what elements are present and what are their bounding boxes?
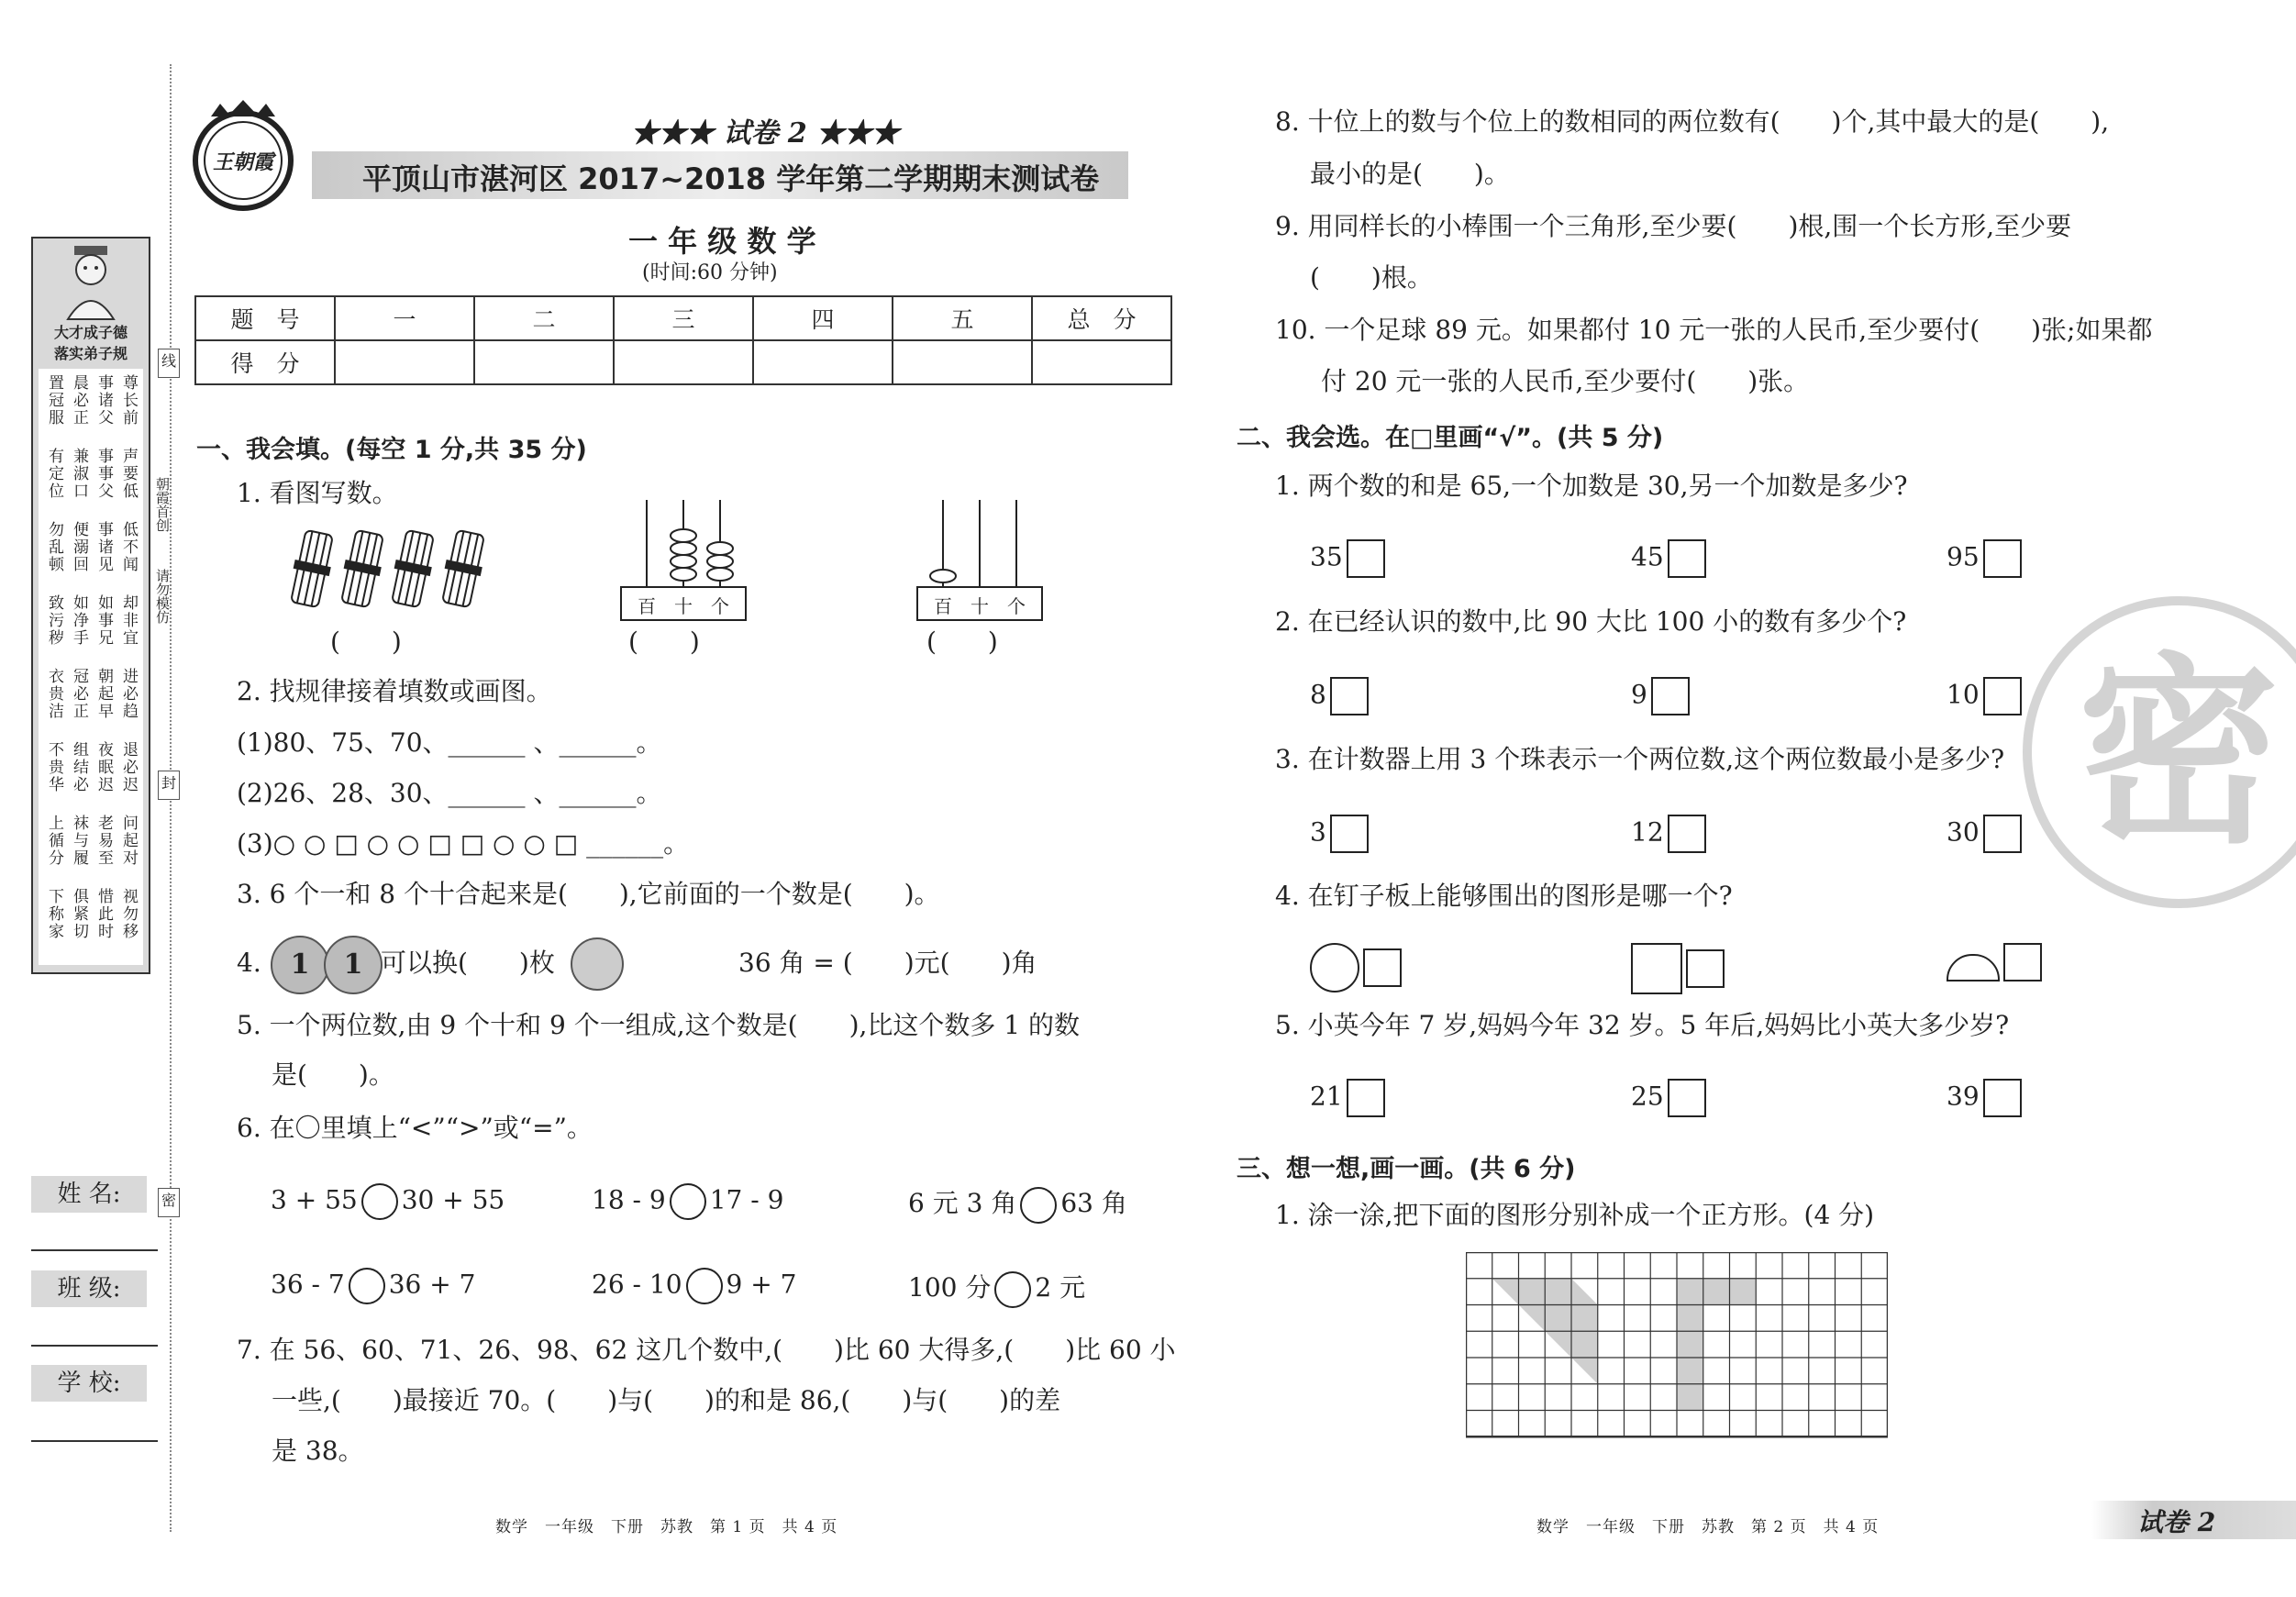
checkbox[interactable] (1330, 815, 1369, 853)
sidebar-poem-column: 进必趋 (119, 668, 138, 720)
question-9-line-1[interactable]: 9. 用同样长的小棒围一个三角形,至少要( )根,围一个长方形,至少要 (1275, 211, 2072, 241)
checkbox[interactable] (1686, 949, 1725, 988)
shaded-shape (1677, 1279, 1756, 1411)
school-field-line[interactable] (31, 1440, 158, 1442)
sidebar-poem-column: 视勿移 (119, 888, 138, 940)
sidebar-poem-column: 衣贵洁 (45, 668, 63, 720)
score-table-header-row (195, 296, 1171, 340)
drawing-question-1: 1. 涂一涂,把下面的图形分别补成一个正方形。(4 分) (1275, 1200, 1875, 1230)
checkbox[interactable] (1347, 539, 1385, 578)
sidebar-motto-box (31, 237, 150, 974)
sidebar-poem-column: 勿乱顿 (45, 521, 63, 573)
sidebar-poem-column: 兼淑口 (70, 448, 88, 500)
sidebar-poem-column: 尊长前 (119, 374, 138, 427)
sidebar-poem-column: 老易至 (94, 815, 113, 867)
choice-option-square (1631, 943, 1725, 994)
exam-time: (时间:60 分钟) (642, 261, 778, 284)
square-shape-icon (1631, 943, 1682, 994)
footer-page-2: 数学 一年级 下册 苏教 第 2 页 共 4 页 (1536, 1518, 1880, 1536)
compare-circle[interactable] (349, 1268, 385, 1304)
subject-title: 一 年 级 数 学 (628, 224, 816, 259)
question-9-line-2[interactable]: ( )根。 (1310, 262, 1433, 293)
question-7-line-2[interactable]: 一些,( )最接近 70。( )与( )的和是 86,( )与( )的差 (272, 1385, 1061, 1415)
choice-option: 25 (1631, 1079, 1706, 1117)
school-field-label: 学 校: (31, 1365, 147, 1402)
score-cell: 总 分 (1032, 296, 1171, 340)
choice-option: 45 (1631, 539, 1706, 578)
score-input-cell[interactable] (614, 340, 753, 384)
score-cell: 四 (753, 296, 893, 340)
copyright-note-2: 请勿模仿 (154, 569, 171, 624)
score-cell: 二 (474, 296, 614, 340)
compare-item: 3 + 55 30 + 55 (271, 1183, 505, 1220)
sidebar-poem-column: 致污秽 (45, 594, 63, 647)
choice-question-2: 2. 在已经认识的数中,比 90 大比 100 小的数有多少个? (1275, 606, 1907, 637)
sidebar-poem-column: 组结必 (70, 741, 88, 793)
score-cell: 得 分 (195, 340, 335, 384)
score-input-cell[interactable] (335, 340, 474, 384)
score-table-score-row (195, 340, 1171, 384)
question-7-line-1[interactable]: 7. 在 56、60、71、26、98、62 这几个数中,( )比 60 大得多,( )比 60 小 (237, 1335, 1176, 1365)
coin-icon: 1 (324, 936, 383, 994)
sidebar-poem-column: 事诸父 (94, 374, 113, 427)
compare-circle[interactable] (670, 1183, 706, 1220)
checkbox[interactable] (1651, 677, 1690, 715)
sidebar-poem (39, 369, 143, 965)
choice-option: 21 (1310, 1079, 1385, 1117)
semicircle-shape-icon (1947, 954, 2000, 981)
sidebar-poem-column: 却非宜 (119, 594, 138, 647)
choice-option: 12 (1631, 815, 1706, 853)
question-3[interactable]: 3. 6 个一和 8 个十合起来是( ),它前面的一个数是( )。 (237, 879, 940, 909)
checkbox[interactable] (1983, 1079, 2022, 1117)
seal-note-seal: 封 (158, 771, 180, 800)
coin-icon: 1 (271, 936, 329, 994)
q1-answer-1[interactable]: ( ) (330, 627, 402, 657)
checkbox[interactable] (1330, 677, 1369, 715)
question-2: 2. 找规律接着填数或画图。 (237, 676, 552, 706)
sidebar-poem-column: 退必迟 (119, 741, 138, 793)
question-6: 6. 在〇里填上“<”“>”或“=”。 (237, 1113, 593, 1143)
choice-question-3: 3. 在计数器上用 3 个珠表示一个两位数,这个两位数最小是多少? (1275, 744, 2005, 774)
checkbox[interactable] (1983, 677, 2022, 715)
question-10-line-1[interactable]: 10. 一个足球 89 元。如果都付 10 元一张的人民币,至少要付( )张;如果都 (1275, 315, 2153, 345)
watermark-seal: 密 (2023, 596, 2296, 908)
choice-question-4: 4. 在钉子板上能够围出的图形是哪一个? (1275, 881, 1733, 911)
sidebar-poem-column: 如事兄 (94, 594, 113, 647)
checkbox[interactable] (1983, 815, 2022, 853)
small-coin-icon (571, 937, 624, 991)
choice-option: 9 (1631, 677, 1690, 715)
score-input-cell[interactable] (893, 340, 1032, 384)
sidebar-motto-1: 大才成子德 (53, 324, 128, 341)
stick-bundles-image (280, 527, 495, 610)
checkbox[interactable] (2003, 943, 2042, 981)
sidebar-poem-column: 下称家 (45, 888, 63, 940)
score-cell: 三 (614, 296, 753, 340)
choice-option: 95 (1947, 539, 2022, 578)
corner-badge-text: 试卷 2 (2137, 1507, 2216, 1537)
question-10-line-2[interactable]: 付 20 元一张的人民币,至少要付( )张。 (1321, 366, 1810, 396)
sidebar-poem-column: 问起对 (119, 815, 138, 867)
checkbox[interactable] (1668, 1079, 1706, 1117)
score-table (194, 295, 1172, 385)
compare-item: 26 - 10 9 + 7 (592, 1268, 796, 1304)
question-4-conversion[interactable]: 36 角 = ( )元( )角 (738, 948, 1037, 978)
choice-option: 3 (1310, 815, 1369, 853)
name-field-label: 姓 名: (31, 1176, 147, 1213)
checkbox[interactable] (1983, 539, 2022, 578)
sidebar-poem-column: 置冠服 (45, 374, 63, 427)
question-7-line-3: 是 38。 (272, 1436, 364, 1466)
exam-title: 平顶山市湛河区 2017~2018 学年第二学期期末测试卷 (362, 161, 1100, 196)
choice-question-1: 1. 两个数的和是 65,一个加数是 30,另一个加数是多少? (1275, 471, 1908, 501)
question-5-line-2[interactable]: 是( )。 (272, 1059, 394, 1090)
sidebar-poem-column: 俱紧切 (70, 888, 88, 940)
exam-badge: ★★★ 试卷 2 ★★★ (631, 117, 900, 150)
sidebar-poem-column: 袜与履 (70, 815, 88, 867)
question-2-1[interactable]: (1)80、75、70、______ 、______。 (237, 727, 662, 758)
question-4-number: 4. (237, 948, 261, 978)
checkbox[interactable] (1363, 948, 1402, 987)
class-field-label: 班 级: (31, 1270, 147, 1307)
sidebar-poem-column: 如净手 (70, 594, 88, 647)
section1-title: 一、我会填。(每空 1 分,共 35 分) (196, 436, 587, 464)
compare-item: 36 - 7 36 + 7 (271, 1268, 475, 1304)
sidebar-poem-column: 晨必正 (70, 374, 88, 427)
circle-shape-icon (1310, 943, 1359, 993)
sidebar-poem-column: 低不闻 (119, 521, 138, 573)
question-4-exchange[interactable]: 可以换( )枚 (381, 948, 555, 978)
q1-answer-3[interactable]: ( ) (926, 627, 998, 657)
score-cell: 五 (893, 296, 1032, 340)
compare-item: 100 分 2 元 (908, 1268, 1085, 1308)
seal-note-line: 线 (158, 349, 180, 378)
score-input-cell[interactable] (753, 340, 893, 384)
choice-option: 10 (1947, 677, 2022, 715)
question-8-line-2[interactable]: 最小的是( )。 (1310, 159, 1510, 189)
checkbox[interactable] (1347, 1079, 1385, 1117)
sidebar-motto-2: 落实弟子规 (53, 345, 128, 362)
checkbox[interactable] (1668, 539, 1706, 578)
question-5-line-1[interactable]: 5. 一个两位数,由 9 个十和 9 个一组成,这个数是( ),比这个数多 1 的数 (237, 1010, 1081, 1040)
choice-option-circle (1310, 943, 1402, 993)
copyright-note: 朝霞首创 (154, 477, 171, 532)
section3-title: 三、想一想,画一画。(共 6 分) (1237, 1155, 1576, 1183)
question-2-2[interactable]: (2)26、28、30、______ 、______。 (237, 778, 662, 808)
seal-note-secret: 密 (158, 1188, 180, 1217)
publisher-logo-text: 王朝霞 (212, 150, 273, 174)
score-input-cell[interactable] (1032, 340, 1171, 384)
q1-answer-2[interactable]: ( ) (628, 627, 700, 657)
sidebar-poem-column: 夜眠迟 (94, 741, 113, 793)
publisher-logo (183, 96, 303, 216)
sidebar-poem-column: 不贵华 (45, 741, 63, 793)
sidebar-poem-column: 事事父 (94, 448, 113, 500)
compare-circle[interactable] (361, 1183, 398, 1220)
drawing-grid[interactable] (1466, 1252, 1888, 1447)
choice-option: 39 (1947, 1079, 2022, 1117)
score-input-cell[interactable] (474, 340, 614, 384)
sidebar-poem-column: 声要低 (119, 448, 138, 500)
compare-item: 18 - 9 17 - 9 (592, 1183, 783, 1220)
score-cell: 题 号 (195, 296, 335, 340)
checkbox[interactable] (1668, 815, 1706, 853)
question-1: 1. 看图写数。 (237, 478, 398, 508)
choice-option: 8 (1310, 677, 1369, 715)
name-field-line[interactable] (31, 1249, 158, 1251)
footer-page-1: 数学 一年级 下册 苏教 第 1 页 共 4 页 (495, 1518, 838, 1536)
sidebar-poem-column: 惜此时 (94, 888, 113, 940)
sidebar-poem-column: 朝起早 (94, 668, 113, 720)
abacus-1-labels: 百 十 个 (638, 595, 729, 617)
choice-question-5: 5. 小英今年 7 岁,妈妈今年 32 岁。5 年后,妈妈比小英大多少岁? (1275, 1010, 2010, 1040)
sidebar-poem-column: 上循分 (45, 815, 63, 867)
question-2-3[interactable]: (3)○ ○ □ ○ ○ □ □ ○ ○ □ ______。 (237, 828, 690, 859)
sidebar-poem-column: 便溺回 (70, 521, 88, 573)
sidebar-poem-column: 有定位 (45, 448, 63, 500)
sidebar-poem-column: 事诸见 (94, 521, 113, 573)
abacus-2-labels: 百 十 个 (934, 595, 1026, 617)
choice-option: 35 (1310, 539, 1385, 578)
scholar-illustration (33, 238, 149, 321)
class-field-line[interactable] (31, 1345, 158, 1347)
compare-circle[interactable] (686, 1268, 723, 1304)
choice-option: 30 (1947, 815, 2022, 853)
section2-title: 二、我会选。在□里画“√”。(共 5 分) (1237, 424, 1664, 452)
question-8-line-1[interactable]: 8. 十位上的数与个位上的数相同的两位数有( )个,其中最大的是( ), (1275, 106, 2110, 137)
score-cell: 一 (335, 296, 474, 340)
choice-option-semicircle (1947, 943, 2042, 981)
compare-circle[interactable] (994, 1271, 1031, 1308)
compare-item: 6 元 3 角 63 角 (908, 1183, 1127, 1224)
sidebar-poem-column: 冠必正 (70, 668, 88, 720)
compare-circle[interactable] (1020, 1187, 1057, 1224)
